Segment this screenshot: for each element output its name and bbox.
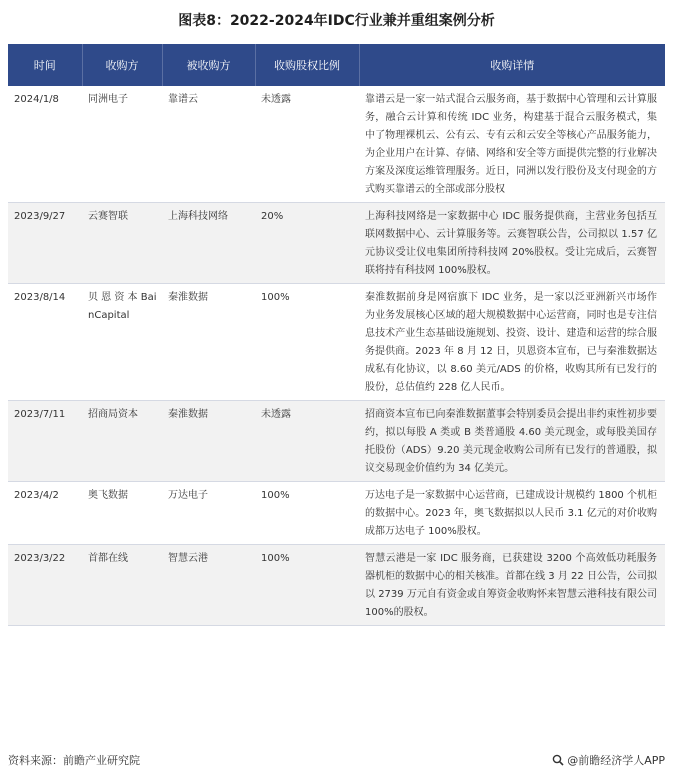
cell-target: 靠谱云	[162, 86, 255, 203]
brand-credit	[552, 752, 665, 768]
page-title: 图表8：2022-2024年IDC行业兼并重组案例分析	[178, 13, 495, 29]
table-row	[8, 284, 665, 401]
cell-detail: 上海科技网络是一家数据中心 IDC 服务提供商，主营业务包括互联网数据中心、云计算服务等。云赛智联公告，公司拟以 1.57 亿元协议受让仪电集团所持科技网 20%股权。受让完成后，云赛智联将持有科技网 100%股权。	[359, 203, 665, 284]
header-date: 时间	[8, 44, 82, 86]
table-row	[8, 203, 665, 284]
table-row	[8, 545, 665, 626]
cell-target: 上海科技网络	[162, 203, 255, 284]
cell-date: 2023/9/27	[8, 203, 82, 284]
cell-date: 2023/8/14	[8, 284, 82, 401]
cell-target: 秦淮数据	[162, 401, 255, 482]
table-row	[8, 482, 665, 545]
cell-target: 智慧云港	[162, 545, 255, 626]
header-ratio: 收购股权比例	[255, 44, 359, 86]
cell-ratio: 20%	[255, 203, 359, 284]
cell-ratio: 100%	[255, 482, 359, 545]
cell-date: 2023/7/11	[8, 401, 82, 482]
table-row	[8, 86, 665, 203]
brand-label: @前瞻经济学人APP	[567, 754, 665, 767]
table-row	[8, 401, 665, 482]
cell-detail: 靠谱云是一家一站式混合云服务商，基于数据中心管理和云计算服务，融合云计算和传统 IDC 业务，构建基于混合云服务模式，集中了物理裸机云、公有云、专有云和云安全等核心产品服务能力，为企业用户在计算、存储、网络和安全等方面提供完整的行业解决方案及深度运维管理服务。近日，同洲以发行股份及支付现金的方式购买靠谱云的全部或部分股权	[359, 86, 665, 203]
cell-acquirer: 首都在线	[82, 545, 162, 626]
cell-ratio: 未透露	[255, 86, 359, 203]
cell-date: 2023/4/2	[8, 482, 82, 545]
cell-date: 2024/1/8	[8, 86, 82, 203]
table-header-row	[8, 44, 665, 86]
cell-acquirer: 奥飞数据	[82, 482, 162, 545]
header-acquirer: 收购方	[82, 44, 162, 86]
header-detail: 收购详情	[359, 44, 665, 86]
cell-acquirer: 云赛智联	[82, 203, 162, 284]
cell-acquirer: 招商局资本	[82, 401, 162, 482]
mna-table	[8, 44, 665, 626]
cell-acquirer: 同洲电子	[82, 86, 162, 203]
cell-ratio: 100%	[255, 284, 359, 401]
cell-acquirer: 贝 恩 资 本 BainCapital	[82, 284, 162, 401]
cell-detail: 智慧云港是一家 IDC 服务商，已获建设 3200 个高效低功耗服务器机柜的数据中心的相关核准。首都在线 3 月 22 日公告，公司拟以 2739 万元自有资金或自筹资金收购怀来智慧云港科技有限公司 100%的股权。	[359, 545, 665, 626]
cell-ratio: 未透露	[255, 401, 359, 482]
search-icon	[552, 754, 564, 766]
cell-detail: 招商资本宣布已向秦淮数据董事会特别委员会提出非约束性初步要约，拟以每股 A 类或 B 类普通股 4.60 美元现金，或每股美国存托股份（ADS）9.20 美元现金收购公司所有已发行的普通股，拟议交易现金价值约为 34 亿美元。	[359, 401, 665, 482]
cell-detail: 秦淮数据前身是网宿旗下 IDC 业务，是一家以泛亚洲新兴市场作为业务发展核心区域的超大规模数据中心运营商，同时也是专注信息技术产业生态基础设施规划、投资、设计、建造和运营的综合服务提供商。2023 年 8 月 12 日，贝恩资本宣布，已与秦淮数据达成私有化协议，以 8.60 美元/ADS 的价格，收购其所有已发行的股份，总估值约 228 亿人民币。	[359, 284, 665, 401]
cell-date: 2023/3/22	[8, 545, 82, 626]
header-target: 被收购方	[162, 44, 255, 86]
cell-target: 万达电子	[162, 482, 255, 545]
cell-detail: 万达电子是一家数据中心运营商，已建成设计规模约 1800 个机柜的数据中心。2023 年，奥飞数据拟以人民币 3.1 亿元的对价收购成都万达电子 100%股权。	[359, 482, 665, 545]
cell-target: 秦淮数据	[162, 284, 255, 401]
cell-ratio: 100%	[255, 545, 359, 626]
source-note: 资料来源：前瞻产业研究院	[8, 754, 140, 767]
